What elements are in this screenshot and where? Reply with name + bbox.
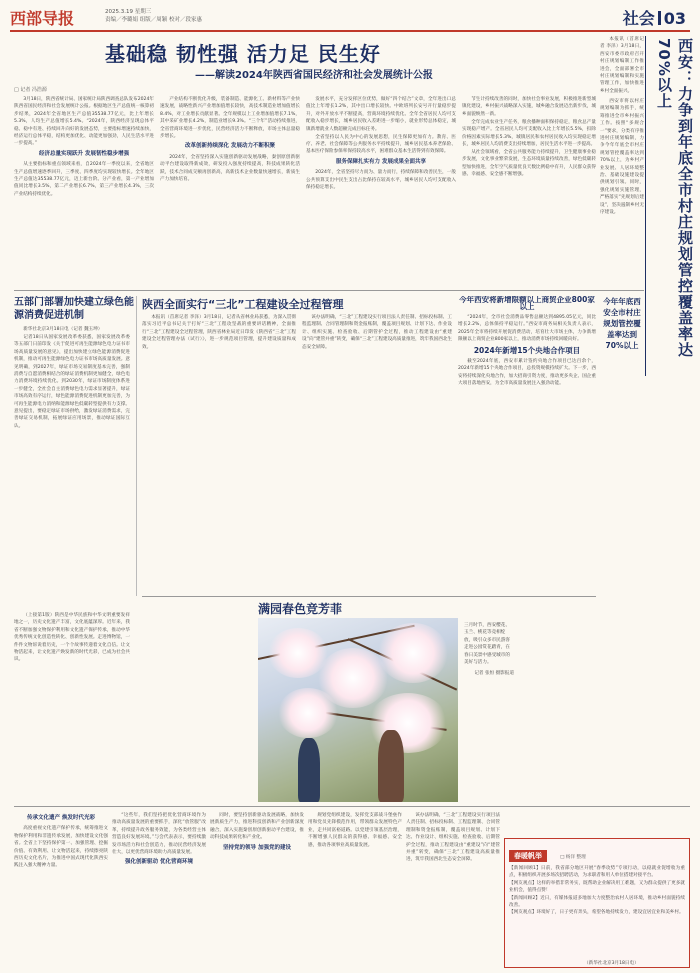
middle-story-column-1 bbox=[142, 314, 296, 596]
right-story-intro bbox=[600, 36, 644, 96]
commentary-author: □ 杨洋 整理 bbox=[560, 855, 586, 860]
middle-story-headline: 陕西全面实行“三北”工程建设全过程管理 bbox=[142, 298, 344, 311]
paragraph: 本报讯（首席记者 李泽）3月18日，西安市委市政府召开村庄规划编制工作推进会，全面部署全市村庄规划编制和实施管理工作，加快推进乡村全面振兴。 bbox=[600, 37, 644, 94]
section-name: 社会 bbox=[622, 9, 655, 28]
paragraph: 本报讯（首席记者 李泽）3月18日，记者从省林业局获悉，为深入贯彻落实习近平总书记关于打好“三北”工程攻坚战的重要讲话精神，全面推行“三北”工程建设全过程管理，陕西省林业局近日印发《陕西省“三北”工程建设全过程管理办法（试行）》，进一步规范项目管理，提升建设质量和成效。 bbox=[142, 315, 296, 350]
paragraph: 3月18日，陕西省统计局、国家统计局陕西调查总队发布2024年陕西省国民经济和社会发展统计公报。根据地区生产总值统一核算初步结果，2024年全省地区生产总值35538.77亿元，比上年增长5.3%，人均生产总值增长5.4%。“2024年，陕西经济呈现总体平稳、稳中有进、持续回升向好的发展态势，主要指标增速持续加快，经济运行总体平稳，结构更加优化、动能更加强劲，人民生活水平进一步提高。” bbox=[14, 97, 154, 147]
issue-date: 2025.3.19 星期三 bbox=[105, 9, 152, 15]
section-subhead: 经济总量实现跃升 发展韧性稳步增强 bbox=[39, 150, 129, 157]
commentary-body: 【新闻回顾1】日前，我省部分地区开展“春季攻势”专项行动，以稳就业促增收为重点，积极组织开展多场次招聘活动，为求职者和用人单位搭建对接平台。 【网友观点】这样的举措非常务实，既帮助企业解决用工难题，又为群众提供了更多就业机会，值得点赞！ 【新闻回顾2】近日，有媒体报道多地加大力度整治农村人居环境，推动乡村面貌持续改善。 【网友观点】环境好了，日子更有奔头，希望各地持续发力，建设宜居宜业和美乡村。 bbox=[509, 866, 685, 916]
paragraph: 全省坚持以人民为中心的发展思想，民生保障更加有力。教育、医疗、养老、社会保障等公共服务水平持续提升，城乡居民基本养老保险、基本医疗保险参保率保持较高水平，困难群众基本生活得到有效保障。 bbox=[306, 134, 456, 155]
bottom-column-4 bbox=[308, 812, 402, 968]
left-story-continued bbox=[14, 612, 130, 802]
lead-column-2 bbox=[160, 96, 300, 286]
lead-subheadline: ——解读2024年陕西省国民经济和社会发展统计公报 bbox=[195, 70, 433, 81]
photo-credit: 记者 张恒 摄影报道 bbox=[474, 671, 514, 677]
blossom-cluster bbox=[378, 623, 448, 683]
lead-column-3 bbox=[306, 96, 456, 286]
bottom-column-5 bbox=[406, 812, 500, 968]
blossom-cluster bbox=[278, 688, 338, 738]
section-divider bbox=[658, 11, 661, 25]
middle-story-column-2 bbox=[302, 314, 452, 596]
newspaper-logo: 西部导报 bbox=[10, 9, 75, 28]
right-story-body-lower bbox=[458, 296, 596, 596]
paragraph: 该办法明确，“三北”工程建设实行项目法人责任制、招标投标制、工程监理制、合同管理制和资金报账制，覆盖项目规划、计划下达、作业设计、组织实施、检查验收、后期管护全过程，推动工程建设由“重建设”向“建管并重”转变，确保“三北”工程建设高质量推进，筑牢我国西北生态安全屏障。 bbox=[406, 813, 500, 863]
paragraph: 从社会领域看，全省公共服务能力持续提升，卫生健康事业稳步发展，文化事业繁荣发展，生态环境质量持续改善，绿色低碳转型加快推进，全年空气质量优良天数比例稳中有升，人民群众获得感、幸福感、安全感不断增强。 bbox=[462, 149, 596, 178]
paragraph: 同时，要坚持创新驱动发展战略，加快发展新质生产力，推进科技创新和产业创新深度融合，深入实施秦创原创新驱动平台建设，推动科技成果转化和产业化。 bbox=[210, 813, 304, 841]
bottom-column-3 bbox=[210, 812, 304, 968]
source-note: （新华社北京3月18日电） bbox=[584, 961, 639, 966]
spring-blossom-photo bbox=[258, 618, 458, 802]
paragraph: “这些年，我们坚持把优化营商环境作为推动高质量发展的重要抓手，深化“放管服”改革，持续提升政务服务效能，为各类经营主体营造良好发展环境。”与会代表表示，要持续激发市场活力和社会创造力，推动民营经济发展壮大，以更优营商环境助力高质量发展。 bbox=[112, 813, 206, 856]
lead-byline: □ 记者 冯浩源 bbox=[14, 87, 47, 93]
editor-credits: 责编／李璐娟 组版／周颖 校对／段家惠 bbox=[105, 17, 202, 23]
photo-caption bbox=[464, 622, 514, 678]
divider bbox=[14, 806, 690, 807]
bottom-column-1 bbox=[14, 812, 108, 968]
paragraph: 该办法明确，“三北”工程建设实行项目法人责任制、招标投标制、工程监理制、合同管理制和资金报账制，覆盖项目规划、计划下达、作业设计、组织实施、检查验收、后期管护全过程，推动工程建设由“重建设”向“建管并重”转变，确保“三北”工程建设高质量推进，筑牢我国西北生态安全屏障。 bbox=[302, 315, 452, 350]
paragraph: 发展水平，充分发挥区位优势，做好“四个结合”文章，全年进出口总值比上年增长1.2%，其中出口增长较快。中欧班列长安号开行量稳步提升，对外开放水平不断提高，营商环境持续优化。全年全省居民人均可支配收入稳步增长，城乡居民收入差距进一步缩小，就业形势总体稳定，城镇新增就业人数超额完成目标任务。 bbox=[306, 97, 456, 132]
divider bbox=[142, 596, 596, 597]
right-story-body-upper bbox=[600, 98, 644, 288]
page-number: 03 bbox=[663, 9, 686, 28]
paragraph: 截至2024年底，西安市累计签约央地合作项目已达百余个，2024年新增15个央地合作项目，总投资规模持续扩大。下一步，西安将持续深化央地合作，加大招商引资力度，推动更多央企、国企重大项目落地西安，为全市高质量发展注入强劲动能。 bbox=[458, 358, 596, 387]
section-subhead: 服务保障扎实有力 发展成果全面共享 bbox=[336, 158, 426, 165]
left-story-body bbox=[14, 326, 130, 596]
paragraph: 全年完成农业生产任务，粮食播种面积保持稳定，粮食总产量实现稳产增产。全省居民人均可支配收入比上年增长5.5%，扣除价格因素实际增长5.3%，城镇居民和农村居民收入均实现稳定增长，城乡居民人均消费支出持续增加，居民生活水平进一步提高。 bbox=[462, 119, 596, 147]
right-story-headline: 西安：力争到年底全市村庄规划管控覆盖率达70%以上 bbox=[655, 38, 694, 358]
photo-title: 满园春色竞芳菲 bbox=[258, 602, 343, 616]
section-subhead: 强化创新驱动 优化营商环境 bbox=[125, 859, 193, 866]
visitor-figure bbox=[378, 730, 404, 802]
paragraph: 西安市将以村庄规划编制为抓手，统筹推进全市乡村振兴工作。按照“多规合一”要求，分类有序推进村庄规划编制，力争今年年底全市村庄规划管控覆盖率达到70%以上，为乡村产业发展、人居环境整治、基础设施建设提供规划引领。同时，强化规划实施管理，严格落实“先规划后建设”，坚决遏制乡村无序建设。 bbox=[600, 99, 644, 216]
section-subhead: 改革创新持续深化 发展动力不断积聚 bbox=[185, 143, 275, 150]
masthead-meta bbox=[105, 8, 202, 24]
right-column-divider bbox=[645, 36, 646, 376]
masthead bbox=[10, 6, 690, 32]
right-subhead-2: 今年西安将新增限额以上商贸企业800家以上 bbox=[459, 296, 595, 312]
paragraph: （上接第1版）陕西是中华民族和中华文明重要发祥地之一，历史文化遗产丰富，文化底蕴深厚。近年来，我省不断加强文物保护利用和文化遗产保护传承，推动中华优秀传统文化创造性转化、创新性发展。走进博物馆，一件件文物诉说着历史，一个个故事传递着文化自信。让文物活起来，让文化遗产焕发新的时代光彩，已成为社会共识。 bbox=[14, 613, 130, 663]
section-subhead: 坚持党的领导 加强党的建设 bbox=[223, 844, 291, 851]
left-story-headline: 五部门部署加快建立绿色能源消费促进机制 bbox=[14, 297, 134, 321]
paragraph: 规划党组织建设，发挥党支部战斗堡垒作用和党员先锋模范作用，带领群众发展特色产业，走共同富裕道路。以党建引领基层治理，不断增强人民群众的获得感、幸福感、安全感，推动各项事业高质量发展。 bbox=[308, 813, 402, 848]
paragraph: 2024年，全省坚持深入实施创新驱动发展战略，秦创原创新驱动平台建设取得新成效，研发投入强度持续提高，科技成果转化活跃，技术合同成交额再创新高，高新技术企业数量快速增长，新质生产力加快培育。 bbox=[160, 154, 300, 183]
divider bbox=[452, 290, 644, 291]
right-subhead-1: 今年年底西安全市村庄规划管控覆盖率达到70%以上 bbox=[603, 297, 641, 350]
paragraph: 2024年，全省坚持尽力而为、量力而行，持续保障和改善民生，一般公共预算支出中民生支出占比保持在较高水平，城乡居民人均可支配收入保持稳定增长。 bbox=[306, 170, 456, 190]
paragraph: 从主要指标和重点领域来看，自2024年一季度以来，全省地区生产总值增速逐季回升，三季度、四季度均实现较快增长。全年地区生产总值达35538.77亿元，迈上新台阶。分产业看，第一产业增加值同比增长3.5%，第二产业增长6.7%，第三产业增长4.3%，三次产业结构持续优化。 bbox=[14, 162, 154, 197]
dateline: 新华社北京3月18日电（记者 魏玉坤） bbox=[23, 327, 103, 332]
paragraph: 产业结构不断优化升级，装备制造、能源化工、新材料等产业快速发展，战略性新兴产业增加值增长较快，高技术制造业增加值增长8.4%，对工业增长贡献显著。全年规模以上工业增加值增长7.1%，其中采矿业增长4.2%，制造业增长9.3%。“三个年”活动持续推进，全省营商环境进一步优化，民营经济活力不断释放，市场主体总量稳步增长。 bbox=[160, 97, 300, 140]
right-subhead-3: 2024年新增15个央地合作项目 bbox=[473, 346, 581, 356]
bottom-column-2 bbox=[112, 812, 206, 968]
lead-column-4 bbox=[462, 96, 596, 286]
paragraph: “2024年，全市社会消费品零售总额达到4895.05亿元，同比增长2.2%，总体保持平稳运行。”西安市商务局相关负责人表示，2025年全市将持续开展促消费活动，培育壮大市场主体，力争新增限额以上商贸企业800家以上，推动消费市场持续回暖向好。 bbox=[458, 314, 596, 343]
paragraph: 高度重视文化遗产保护传承，统筹推进文物保护利用和非遗传承发展，加快建设文化强省。全省上下坚持保护第一、加强管理、挖掘价值、有效利用、让文物活起来，持续擦亮陕西历史文化名片，为推进中国式现代化陕西实践注入强大精神力量。 bbox=[14, 826, 108, 869]
column-rule bbox=[136, 296, 137, 596]
paragraph: 记者18日从国家发展改革委获悉，国家发展改革委等五部门日前印发《关于促进可再生能源绿色电力证书市场高质量发展的意见》，提出加快建立绿色能源消费促进机制，推动可再生能源绿色电力证书市场高质量发展。意见明确，到2027年，绿证市场交易制度基本完善，强制消费与自愿消费相结合的绿证消费机制更加健全，绿色电力消费环境持续优化。到2030年，绿证市场制度体系进一步健全，全社会自主消费绿色电力需求显著提升，绿证市场高效有序运行，绿色能源消费促进机制更加完善，为可再生能源电力消纳和能源绿色低碳转型提供有力支撑。意见提出，要稳定绿证市场供给，激发绿证消费需求，完善绿证交易机制，拓展绿证应用场景，推动绿证国际互认。 bbox=[14, 334, 130, 429]
visitor-figure bbox=[298, 738, 320, 802]
caption-text: 三月时节，西安樱花、玉兰、桃花等竞相绽放，吸引众多市民游客走进公园赏花踏青，在春日美景中感受城市的美好与活力。 bbox=[464, 623, 510, 666]
section-subhead: 传承文化遗产 焕发时代光彩 bbox=[27, 815, 95, 821]
lead-headline: 基础稳 韧性强 活力足 民生好 bbox=[105, 42, 381, 66]
paragraph: 节生计持续改善的同时，加快社会事业发展，积极推进新型城镇化建设，乡村振兴战略深入实施，城乡融合发展迈出新步伐，城乡面貌焕然一新。 bbox=[462, 97, 596, 117]
lead-column-1 bbox=[14, 96, 154, 286]
section-label bbox=[623, 6, 686, 29]
commentary-badge: 春暖帆举 bbox=[509, 850, 547, 862]
commentary-box bbox=[504, 838, 690, 968]
